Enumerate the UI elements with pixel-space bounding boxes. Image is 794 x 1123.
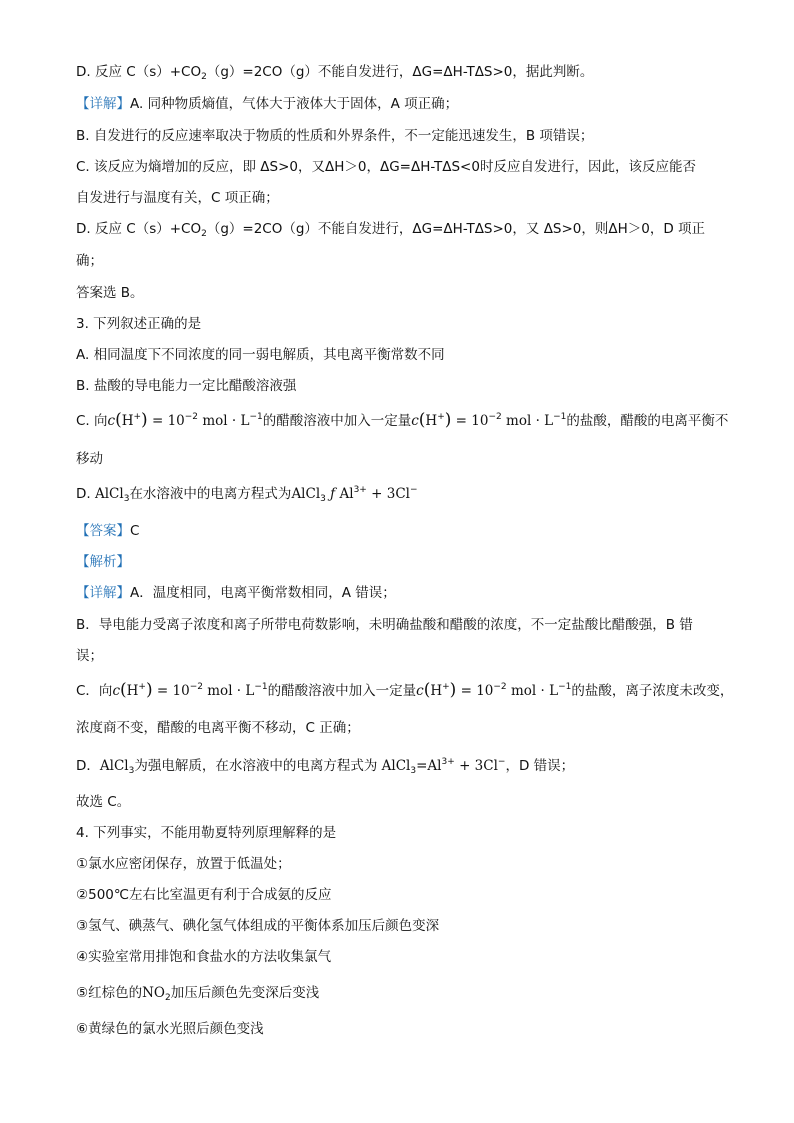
text-run: 的醋酸溶液中加入一定量 [262,413,412,429]
text-run: ) [145,680,153,700]
text-run: c [416,683,424,699]
text-run: 的醋酸溶液中加入一定量 [267,683,417,699]
answer-label [76,521,139,541]
section-label: 【答案】 [76,523,130,539]
subscript: 2 [165,993,171,1003]
text-run: =Al [416,758,442,774]
item-5 [76,983,319,1003]
detail-b-cont [76,646,103,666]
detail-d [76,756,574,776]
text-run: H [126,683,139,699]
subscript: 2 [201,72,207,82]
text-run: 在水溶液中的电离方程式为 [129,486,292,502]
text-run: A．温度相同，电离平衡常数相同，A 错误； [130,585,396,601]
item-4 [76,947,331,967]
text-run: H [425,413,438,429]
text-line-8 [76,283,144,303]
superscript: −2 [189,682,203,692]
text-run: D. 反应 C（s）+CO [76,221,202,237]
text-run: ，D 错误； [505,758,575,774]
text-run: ①氯水应密闭保存，放置于低温处； [76,856,291,872]
text-line-3 [76,126,593,146]
subscript: 2 [201,229,207,239]
text-run: D. [76,486,95,502]
text-run: 的盐酸，离子浓度未改变， [571,683,734,699]
subscript: 3 [410,766,417,776]
question-3-stem [76,314,201,334]
question-4-stem [76,823,336,843]
text-run: ) [449,680,457,700]
text-run: mol · L [501,413,554,429]
text-run: 答案选 B。 [76,285,144,301]
text-run: mol · L [202,683,255,699]
text-run: c [112,683,120,699]
text-run: ( [423,680,431,700]
superscript: 3+ [441,757,455,767]
text-run: H [121,413,134,429]
text-run: B. 自发进行的反应速率取决于物质的性质和外界条件，不一定能迅速发生，B 项错误； [76,128,594,144]
superscript: −2 [184,412,199,422]
text-run: ②500℃左右比室温更有利于合成氨的反应 [76,887,332,903]
text-run: c [107,413,116,429]
text-run: A. 同种物质熵值，气体大于液体大于固体，A 项正确； [130,96,459,112]
superscript: −1 [254,682,268,692]
subscript: 3 [123,494,130,504]
text-run: 误； [76,648,103,664]
section-label: 【解析】 [76,554,130,570]
text-run: ) [444,410,452,430]
text-run: D． [76,758,100,774]
text-run: 故选 C。 [76,794,131,810]
text-run: 确； [76,253,103,269]
text-line-4 [76,157,696,177]
text-line-7 [76,251,103,271]
text-run: 3. 下列叙述正确的是 [76,316,202,332]
text-run: Al [339,486,354,502]
detail-b [76,615,693,635]
text-run: + 3Cl [366,486,410,502]
option-c [76,410,728,431]
text-line-2 [76,94,458,114]
superscript: −1 [249,412,263,422]
superscript: + [437,412,445,422]
text-run: 自发进行与温度有关，C 项正确； [76,190,279,206]
option-d [76,484,418,504]
option-c-cont [76,449,103,469]
text-run: B. 盐酸的导电能力一定比醋酸溶液强 [76,378,297,394]
text-run: = 10 [147,413,185,429]
superscript: −1 [553,412,567,422]
superscript: + [138,682,146,692]
choice-summary [76,792,130,812]
text-run: mol · L [198,413,250,429]
text-run: ④实验室常用排饱和食盐水的方法收集氯气 [76,949,332,965]
text-run: ③氢气、碘蒸气、碘化氢气体组成的平衡体系加压后颜色变深 [76,918,440,934]
text-run: （g）=2CO（g）不能自发进行，ΔG=ΔH-TΔS>0，又 ΔS>0，则ΔH＞0，D 项正 [206,221,706,237]
superscript: − [497,757,506,767]
text-run: NO [142,985,165,1001]
text-run: AlCl [381,758,411,774]
option-a [76,345,445,365]
text-run: B．导电能力受离子浓度和离子所带电荷数影响，未明确盐酸和醋酸的浓度，不一定盐酸比醋酸强，B 错 [76,617,693,633]
superscript: − [409,485,418,495]
text-run: ) [141,410,148,430]
text-run: ⑤红棕色的 [76,985,143,1001]
text-run: 移动 [76,451,103,467]
superscript: + [442,682,450,692]
text-run: ⑥黄绿色的氯水光照后颜色变浅 [76,1021,264,1037]
item-6 [76,1019,264,1039]
text-run: mol · L [506,683,559,699]
superscript: + [133,412,142,422]
subscript: 3 [128,766,135,776]
text-run: + 3Cl [454,758,498,774]
text-run: = 10 [152,683,190,699]
text-run: c [411,413,419,429]
text-run: AlCl [291,486,321,502]
analysis-label [76,552,130,572]
detail-c [76,680,733,701]
text-run: 加压后颜色先变深后变浅 [170,985,320,1001]
text-run: ( [418,410,426,430]
section-label: 【详解】 [76,585,130,601]
subscript: 3 [320,494,326,504]
text-run: = 10 [456,683,494,699]
detail-c-cont [76,718,360,738]
text-run: D. 反应 C（s）+CO [76,64,202,80]
text-run: ƒ [325,486,340,502]
text-run: C．向 [76,683,113,699]
option-b [76,376,296,396]
text-line-1 [76,62,593,82]
text-run: H [430,683,443,699]
item-3 [76,916,439,936]
text-run: = 10 [451,413,489,429]
text-run: 4. 下列事实，不能用勒夏特列原理解释的是 [76,825,337,841]
text-run: ( [120,680,127,700]
text-line-6 [76,219,705,239]
text-run: C [130,523,140,539]
item-2 [76,885,332,905]
superscript: −2 [488,412,502,422]
text-run: A. 相同温度下不同浓度的同一弱电解质，其电离平衡常数不同 [76,347,445,363]
item-1 [76,854,291,874]
superscript: 3+ [353,485,367,495]
superscript: −2 [493,682,507,692]
text-run: C. 该反应为熵增加的反应，即 ΔS>0，又ΔH＞0，ΔG=ΔH-TΔS<0时反应自发进行，因此，该反应能否 [76,159,696,175]
superscript: −1 [558,682,572,692]
text-run: AlCl [99,758,129,774]
text-run: C. 向 [76,413,108,429]
text-run: 的盐酸，醋酸的电离平衡不 [566,413,729,429]
detail-a [76,583,396,603]
text-run: AlCl [94,486,124,502]
text-run: 浓度商不变，醋酸的电离平衡不移动，C 正确； [76,720,360,736]
text-run: 为强电解质，在水溶液中的电离方程式为 [134,758,382,774]
text-run: ( [115,410,122,430]
section-label: 【详解】 [76,96,130,112]
text-run: （g）=2CO（g）不能自发进行，ΔG=ΔH-TΔS>0，据此判断。 [206,64,594,80]
text-line-5 [76,188,279,208]
